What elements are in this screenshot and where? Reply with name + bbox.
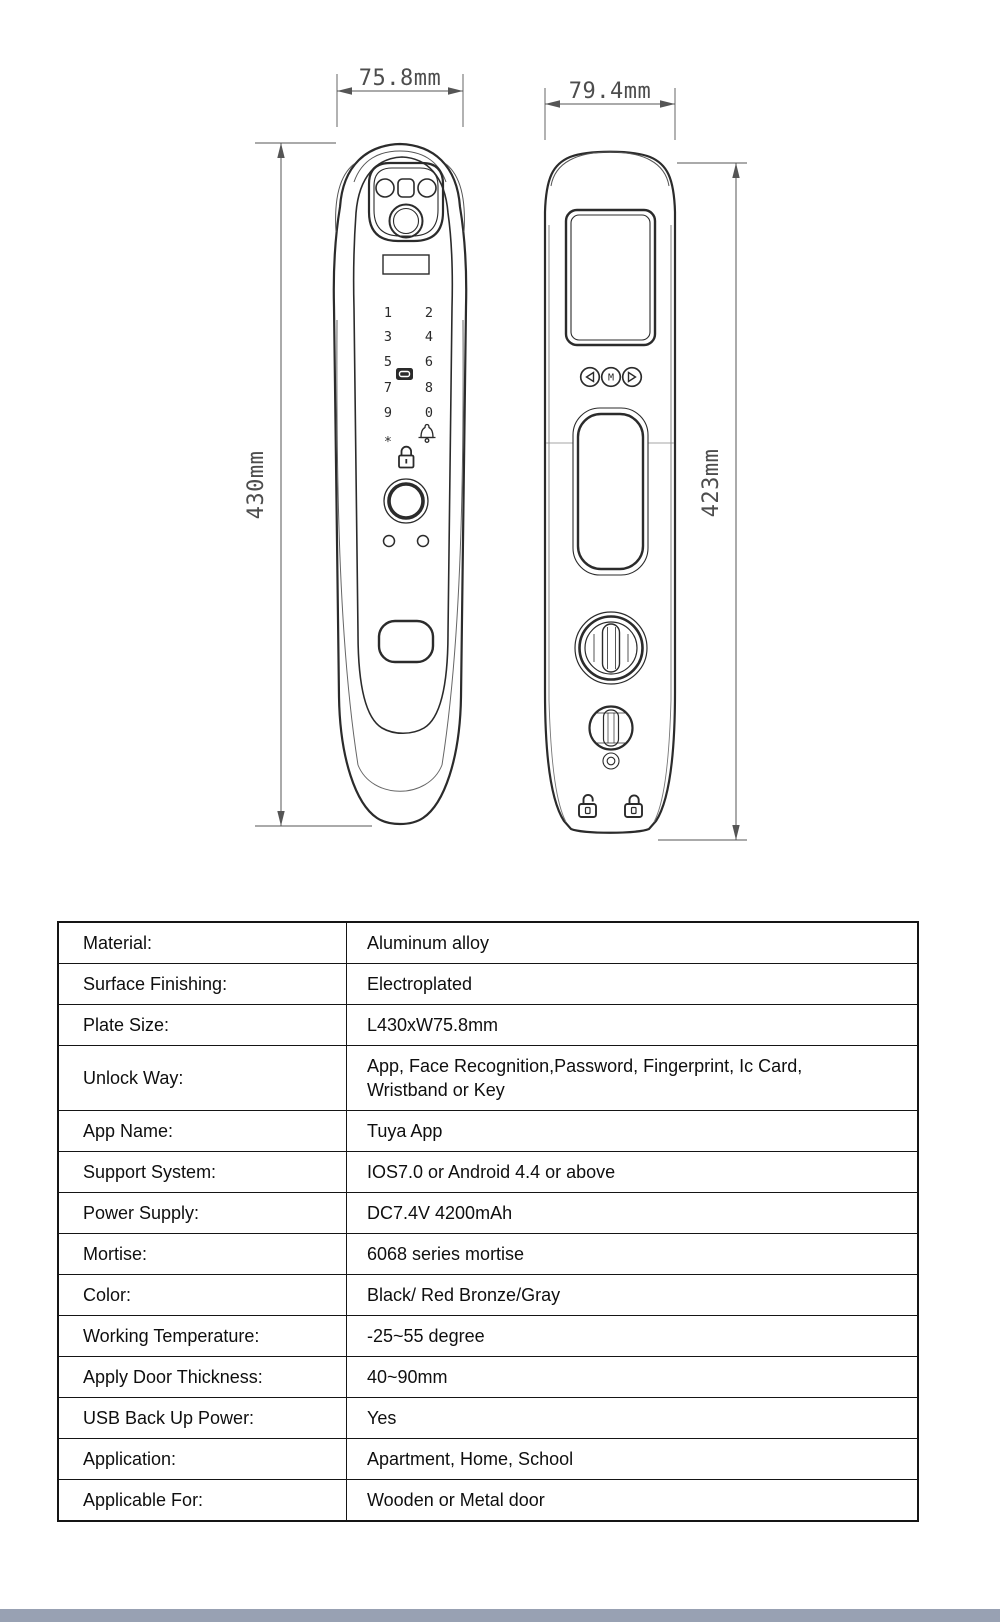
spec-value: Black/ Red Bronze/Gray [347, 1275, 919, 1316]
table-row [58, 1275, 918, 1316]
table-row [58, 1439, 918, 1480]
keypad-key: 4 [424, 329, 434, 345]
spec-table-body [58, 922, 918, 1521]
ic-card-icon [396, 368, 413, 380]
spec-value: 40~90mm [347, 1357, 919, 1398]
front-view-drawing [334, 144, 467, 824]
front-width-dimension [337, 66, 463, 127]
table-row [58, 1152, 918, 1193]
spec-label: Working Temperature: [58, 1316, 347, 1357]
arrowhead-icon [732, 163, 739, 178]
table-row [58, 1480, 918, 1522]
spec-label: USB Back Up Power: [58, 1398, 347, 1439]
spec-value: DC7.4V 4200mAh [347, 1193, 919, 1234]
spec-label: Plate Size: [58, 1005, 347, 1046]
keypad-key: 7 [383, 380, 393, 396]
table-row [58, 964, 918, 1005]
spec-label: Applicable For: [58, 1480, 347, 1522]
spec-label: Color: [58, 1275, 347, 1316]
table-row [58, 1234, 918, 1275]
arrowhead-icon [545, 100, 560, 108]
front-width-label: 75.8mm [358, 66, 442, 91]
spec-label: Power Supply: [58, 1193, 347, 1234]
spec-value: Electroplated [347, 964, 919, 1005]
table-row [58, 1111, 918, 1152]
keypad-key: 8 [424, 380, 434, 396]
menu-button-label: M [607, 372, 615, 384]
table-row [58, 922, 918, 964]
spec-value: IOS7.0 or Android 4.4 or above [347, 1152, 919, 1193]
keypad-key: 6 [424, 354, 434, 370]
table-row [58, 1316, 918, 1357]
keypad-key: 0 [424, 405, 434, 421]
spec-value: App, Face Recognition,Password, Fingerprint, Ic Card, Wristband or Key [347, 1046, 919, 1111]
spec-label: App Name: [58, 1111, 347, 1152]
keypad-key: 2 [424, 305, 434, 321]
spec-label: Apply Door Thickness: [58, 1357, 347, 1398]
back-view-drawing [545, 152, 675, 833]
spec-value: Tuya App [347, 1111, 919, 1152]
keypad-key: 1 [383, 305, 393, 321]
spec-value: L430xW75.8mm [347, 1005, 919, 1046]
table-row [58, 1398, 918, 1439]
arrowhead-icon [277, 143, 284, 158]
back-height-label: 423mm [699, 448, 724, 518]
arrowhead-icon [277, 811, 284, 826]
keypad-key: 5 [383, 354, 393, 370]
spec-table [57, 921, 919, 1522]
footer-bar [0, 1609, 1000, 1622]
keypad-key-star: * [383, 434, 393, 450]
table-row [58, 1005, 918, 1046]
back-width-label: 79.4mm [568, 79, 652, 104]
back-width-dimension [545, 79, 675, 140]
spec-value: Apartment, Home, School [347, 1439, 919, 1480]
table-row [58, 1046, 918, 1111]
table-row [58, 1357, 918, 1398]
spec-value: Yes [347, 1398, 919, 1439]
spec-label: Mortise: [58, 1234, 347, 1275]
keypad-key: 3 [383, 329, 393, 345]
spec-label: Unlock Way: [58, 1046, 347, 1111]
arrowhead-icon [732, 825, 739, 840]
spec-value: -25~55 degree [347, 1316, 919, 1357]
spec-label: Application: [58, 1439, 347, 1480]
arrowhead-icon [660, 100, 675, 108]
table-row [58, 1193, 918, 1234]
keypad-key: 9 [383, 405, 393, 421]
spec-label: Support System: [58, 1152, 347, 1193]
spec-label: Material: [58, 922, 347, 964]
spec-value: Wooden or Metal door [347, 1480, 919, 1522]
spec-label: Surface Finishing: [58, 964, 347, 1005]
spec-value: Aluminum alloy [347, 922, 919, 964]
spec-value: 6068 series mortise [347, 1234, 919, 1275]
arrowhead-icon [337, 87, 352, 95]
arrowhead-icon [448, 87, 463, 95]
front-height-label: 430mm [244, 450, 269, 520]
